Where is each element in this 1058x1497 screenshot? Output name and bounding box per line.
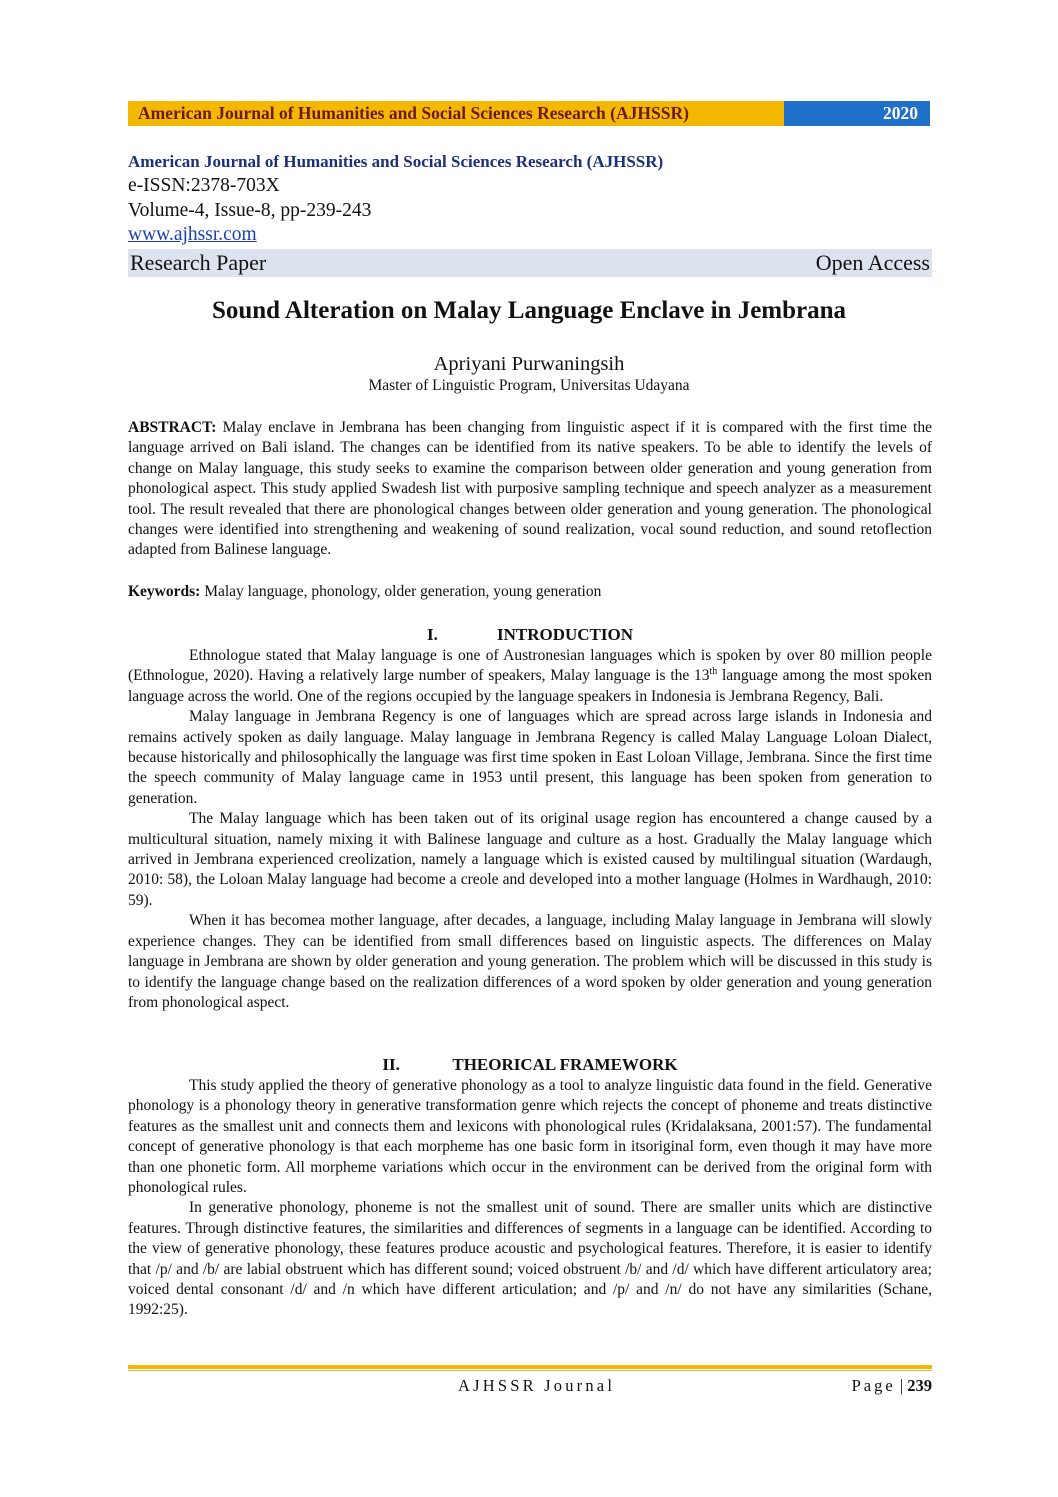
paper-title: Sound Alteration on Malay Language Enclave in Jembrana [211, 297, 847, 324]
footer-divider [128, 1365, 932, 1369]
paragraph: This study applied the theory of generative phonology as a tool to analyze linguistic data found in the field. Generative phonology is a phonology theory in generative transformation genre which rejects the concept of phoneme and treats distinctive features as the smallest unit and connects them and lexicons with phonological rules (Kridalaksana, 2001:57). The fundamental concept of generative phonology is that each morpheme has one basic form in itsoriginal form, even though it may have more than one phonetic form. All morpheme variations which occur in the environment can be derived from the original form with phonological rules. [128, 1077, 932, 1197]
author-name: Apriyani Purwaningsih [433, 353, 625, 375]
paragraph: Malay language in Jembrana Regency is one of languages which are spread across large islands in Indonesia and remains actively spoken as daily language. Malay language in Jembrana Regency is called Malay Language Loloan Dialect, because historically and philosophically the language was first time spoken in East Loloan Village, Jembrana. Since the first time the speech community of Malay language came in 1953 until present, this language has been spoken from generation to generation. [128, 708, 932, 807]
theory-body [128, 1076, 932, 1321]
abstract-label: ABSTRACT: [128, 419, 217, 436]
masthead-journal-title: American Journal of Humanities and Social Sciences Research (AJHSSR) [128, 152, 664, 171]
masthead [128, 151, 932, 277]
page-number: 239 [907, 1376, 932, 1395]
page-label: Page [851, 1376, 896, 1395]
footer-journal-name: AJHSSR Journal [458, 1376, 616, 1395]
abstract [128, 418, 932, 561]
section-heading-introduction [128, 625, 932, 645]
footer-page-number [852, 1376, 932, 1396]
paragraph: Ethnologue stated that Malay language is one of Austronesian languages which is spoken by over 80 million people (Ethnologue, 2020). Having a relatively large number of speakers, Malay language is the 13th language among the most spoken language across the world. One of the regions occupied by the language speakers in Indonesia is Jembrana Regency, Bali. [128, 647, 933, 705]
issn: e-ISSN:2378-703X [128, 175, 280, 196]
access-type: Open Access [815, 250, 930, 275]
section-number: I. [426, 625, 438, 644]
paper-type-bar [128, 249, 932, 277]
banner-year: 2020 [784, 101, 930, 126]
banner-journal-name: American Journal of Humanities and Social Sciences Research (AJHSSR) [128, 101, 784, 126]
introduction-body [128, 646, 932, 1013]
section-title: INTRODUCTION [496, 625, 634, 644]
paragraph: In generative phonology, phoneme is not the smallest unit of sound. There are smaller units which are distinctive features. Through distinctive features, the similarities and differences of segments in a language can be identified. According to the view of generative phonology, these features produce acoustic and psychological features. Therefore, it is easier to identify that /p/ and /b/ are labial obstruent which has different sound; voiced obstruent /b/ and /d/ which have different articulatory area; voiced dental consonant /d/ and /n which have different articulation; and /p/ and /n/ do not have any similarities (Schane, 1992:25). [128, 1199, 932, 1319]
paragraph: When it has becomea mother language, after decades, a language, including Malay language in Jembrana will slowly experience changes. They can be identified from small differences based on linguistic aspects. The differences on Malay language in Jembrana are shown by older generation and young generation. The problem which will be discussed in this study is to identify the language change based on the realization differences of a word spoken by older generation and young generation from phonological aspect. [128, 912, 932, 1011]
keywords-text: Malay language, phonology, older generation, young generation [204, 583, 602, 600]
section-title: THEORICAL FRAMEWORK [452, 1055, 678, 1074]
page-separator: | [899, 1376, 904, 1395]
journal-website-link[interactable]: www.ajhssr.com [128, 224, 257, 245]
section-number: II. [382, 1055, 400, 1074]
journal-banner [128, 101, 930, 126]
abstract-text: Malay enclave in Jembrana has been changing from linguistic aspect if it is compared with the first time the language arrived on Bali island. The changes can be identified from its native speakers. To be able to identify the levels of change on Malay language, this study seeks to examine the comparison between older generation and young generation from phonological aspect. This study applied Swadesh list with purposive sampling technique and speech analyzer as a measurement tool. The result revealed that there are phonological changes between older generation and young generation. The phonological changes were identified into strengthening and weakening of sound realization, vocal sound reduction, and sound retoflection adapted from Balinese language. [128, 419, 932, 559]
paragraph: The Malay language which has been taken out of its original usage region has encountered a change caused by a multicultural situation, namely mixing it with Balinese language and culture as a host. Gradually the Malay language which arrived in Jembrana experienced creolization, namely a language which is existed caused by multilingual situation (Wardaugh, 2010: 58), the Loloan Malay language had become a creole and developed into a mother language (Holmes in Wardhaugh, 2010: 59). [128, 810, 932, 909]
section-heading-theorical-framework [128, 1055, 932, 1075]
paper-type: Research Paper [130, 250, 267, 275]
volume-info: Volume-4, Issue-8, pp-239-243 [128, 200, 372, 221]
ordinal-superscript: th [709, 666, 718, 678]
keywords [128, 582, 932, 602]
author-affiliation: Master of Linguistic Program, Universitas Udayana [368, 377, 690, 394]
footer-divider-thin [128, 1370, 932, 1371]
keywords-label: Keywords: [128, 583, 201, 600]
